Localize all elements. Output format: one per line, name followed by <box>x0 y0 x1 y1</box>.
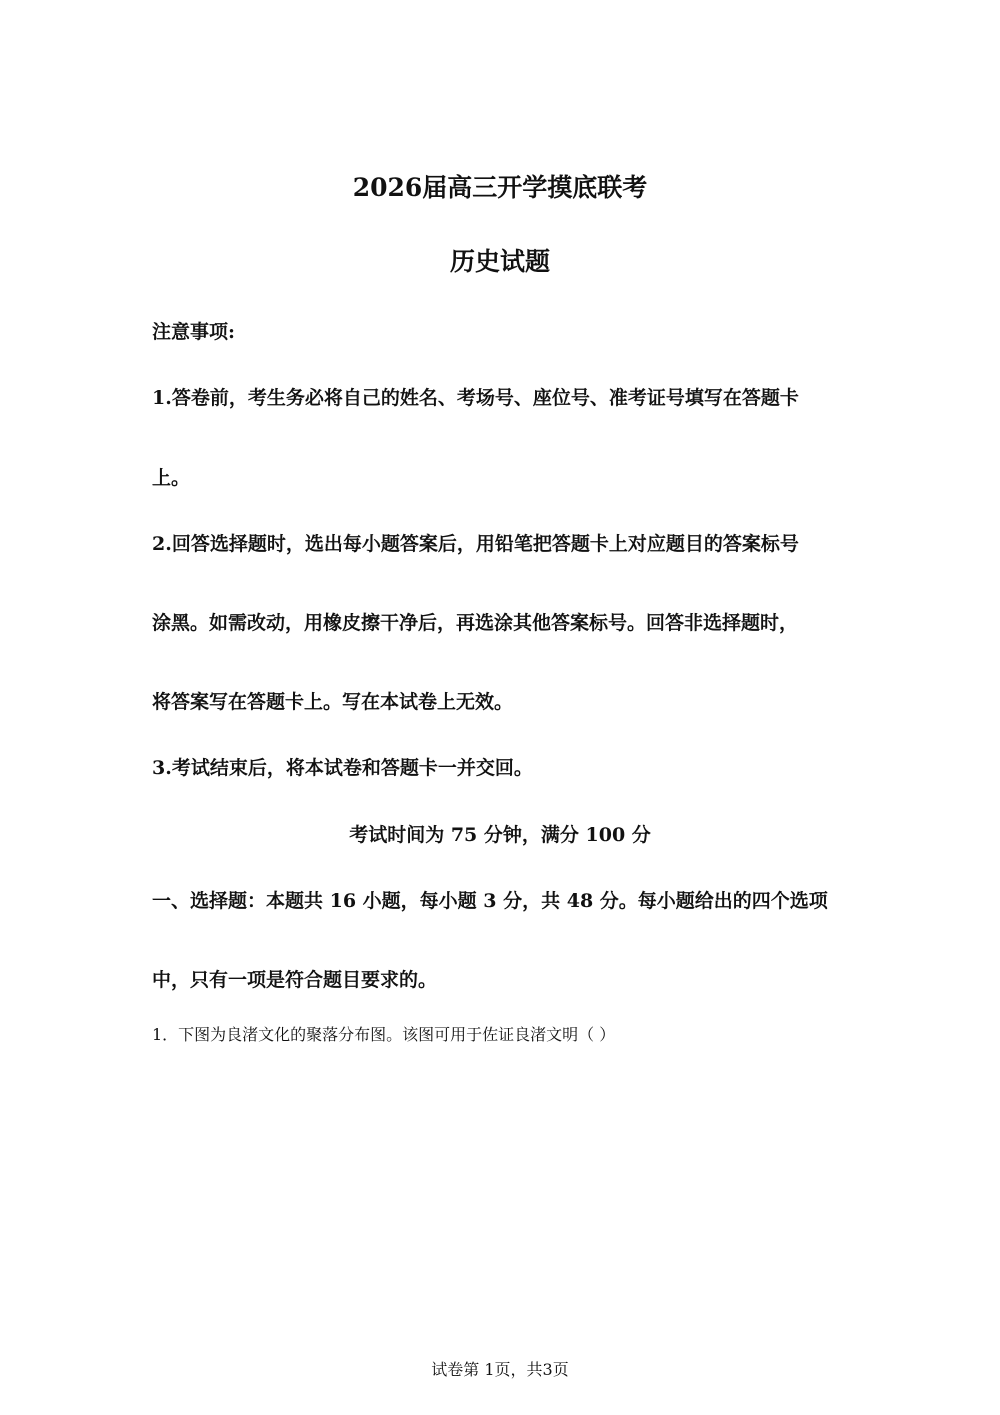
notice-line: 1.答卷前，考生务必将自己的姓名、考场号、座位号、准考证号填写在答题卡 <box>152 387 799 409</box>
notice-heading: 注意事项: <box>152 321 236 343</box>
section-instruction: 中，只有一项是符合题目要求的。 <box>152 969 438 991</box>
notice-line: 上。 <box>152 467 191 489</box>
section-instruction: 一、选择题：本题共 16 小题，每小题 3 分，共 48 分。每小题给出的四个选项 <box>152 890 828 912</box>
notice-line: 将答案写在答题卡上。写在本试卷上无效。 <box>152 691 514 713</box>
exam-info: 考试时间为 75 分钟，满分 100 分 <box>349 824 651 846</box>
exam-title: 2026届高三开学摸底联考 <box>352 173 648 202</box>
notice-line: 3.考试结束后，将本试卷和答题卡一并交回。 <box>152 757 533 779</box>
page-footer: 试卷第 1页，共3页 <box>431 1360 569 1379</box>
question-1: 1．下图为良渚文化的聚落分布图。该图可用于佐证良渚文明（ ） <box>152 1025 616 1044</box>
notice-line: 涂黑。如需改动，用橡皮擦干净后，再选涂其他答案标号。回答非选择题时， <box>152 612 799 634</box>
subject-title: 历史试题 <box>449 247 550 276</box>
notice-line: 2.回答选择题时，选出每小题答案后，用铅笔把答题卡上对应题目的答案标号 <box>152 533 799 555</box>
